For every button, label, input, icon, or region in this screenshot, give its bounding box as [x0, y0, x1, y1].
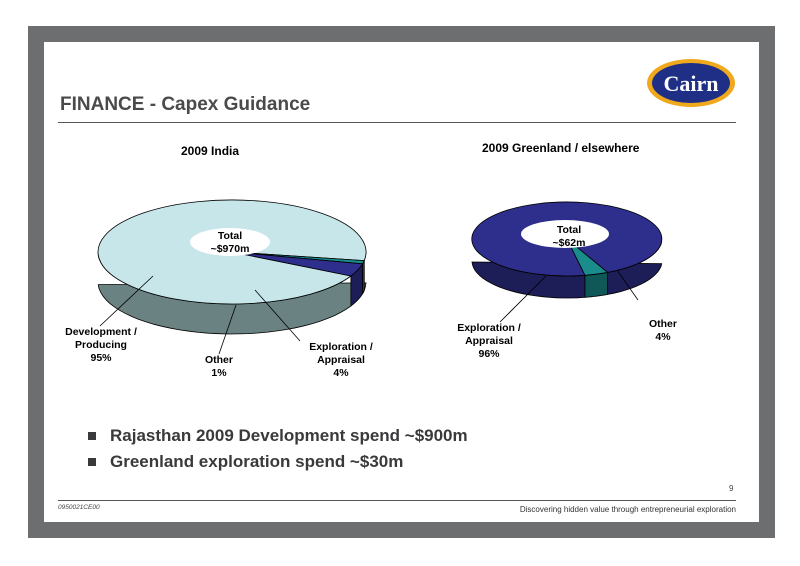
india-total-word: Total [217, 230, 243, 242]
page-number: 9 [729, 484, 734, 493]
greenland-total-label [536, 224, 602, 250]
footer-divider [58, 500, 736, 501]
india-development-label: Development / Producing 95% [65, 326, 137, 364]
greenland-total-value: ~$62m [552, 237, 586, 249]
india-exploration-label: Exploration / Appraisal 4% [309, 341, 373, 379]
bullet-square-icon [88, 458, 96, 466]
footer-code: 0950021CE00 [58, 504, 100, 511]
pie-wall-1 [585, 272, 608, 297]
greenland-exploration-label: Exploration / Appraisal 96% [457, 322, 521, 360]
greenland-other-label: Other 4% [648, 318, 677, 343]
slide-title: FINANCE - Capex Guidance [60, 94, 311, 115]
logo-text: Cairn [663, 71, 719, 96]
greenland-total-word: Total [556, 224, 582, 236]
india-chart-title: 2009 India [181, 144, 240, 158]
india-total-value: ~$970m [210, 243, 250, 255]
pie-1 [472, 202, 662, 322]
greenland-chart-title: 2009 Greenland / elsewhere [482, 141, 640, 155]
bullet-square-icon [88, 432, 96, 440]
india-total-label [198, 230, 262, 256]
india-other-label: Other 1% [204, 354, 233, 379]
slide: FINANCE - Capex Guidance Cairn 2009 India 2009 Greenland / elsewhere Total ~$970m Development / Producing 95% Other 1% Exploration / Appraisal 4% Total ~$62m Exploration / Appraisal 96% Other 4% Rajasthan 2009 Development spend ~$900m Greenland exploration spend ~$30m 9 0950021CE00 Discovering hidden value through entrepreneurial exploration [0, 0, 800, 566]
footer-tagline: Discovering hidden value through entrepreneurial exploration [519, 505, 736, 514]
